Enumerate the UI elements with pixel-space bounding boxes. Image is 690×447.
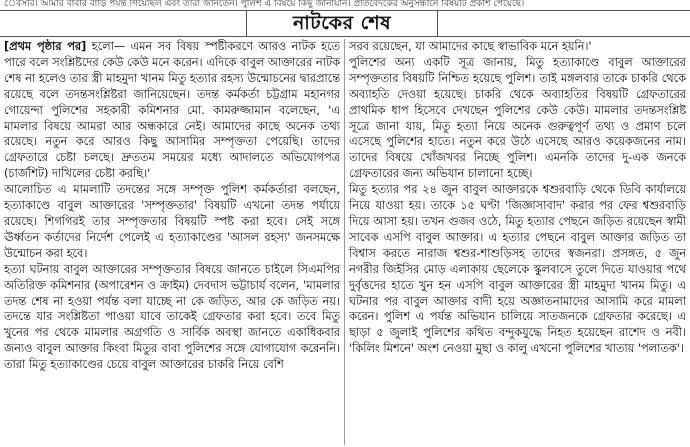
article-headline: নাটকের শেষ: [246, 11, 438, 36]
paragraph: সরব রয়েছেন, যা আমাদের কাছে স্বাভাবিক মনে হয়নি।': [349, 40, 592, 53]
previous-article-strip: ৈবসার। আমার বাবার বাড়ি পর্যন্ত গিয়েছিল এবং তারা জানতেন। পুলিশ এ বিষয়ে কিছু জানায়নি। প্রতিবেদকের অনুসন্ধানে বিষয়টি প্রকাশ পেয়েছে।: [4, 0, 525, 9]
paragraph: হত্যা ঘটনায় বাবুল আক্তারের সম্পৃক্ততার বিষয়ে জানতে চাইলে সিএমপির অতিরিক্ত কমিশনার (অপারেশন ও ক্রাইম) দেবদাস ভট্টাচার্য বলেন, 'মামলার তদন্ত শেষ না হওয়া পর্যন্ত বলা যাচ্ছে না কে জড়িত, আর কে জড়িত নয়। তদন্তে যার সংশ্লিষ্টতা পাওয়া যাবে তাকেই গ্রেফতার করা হবে। তবে মিতু খুনের পর থেকে মামলার অগ্রগতি ও সার্বিক অবস্থা জানতে একাধিকবার জন্যও বাবুল আক্তার কিংবা মিতুর বাবা পুলিশের সঙ্গে যোগাযোগ করেননি। তারা মিতু হত্যাকাণ্ডের চেয়ে বাবুল আক্তারের চাকরি নিয়ে বেশি: [4, 262, 340, 372]
continuation-tag: [প্রথম পৃষ্ঠার পর]: [4, 40, 87, 53]
right-column: [349, 39, 686, 445]
paragraph-text: হলো— এমন সব বিষয় স্পষ্টীকরণে আরও নাটক হতে পারে বলে সংশ্লিষ্টদের কেউ কেউ মনে করেন। এদিকে বাবুল আক্তারের নাটক শেষ না হলেও তার স্ত্রী মাহমুদা খানম মিতু হত্যার রহস্য উন্মোচনের দ্বারপ্রান্তে রয়েছে বলে তদন্তসংশ্লিষ্টরা জানিয়েছেন। তদন্ত কর্মকর্তা চট্টগ্রাম মহানগর গোয়েন্দা পুলিশের সহকারী কমিশনার মো. কামরুজ্জামান বলেছেন, 'এ মামলার বিষয়ে আমরা আর অন্ধকারে নেই। আমাদের কাছে অনেক তথ্য রয়েছে। নতুন করে আরও কিছু আসামির সম্পৃক্ততা পেয়েছি। তাদের গ্রেফতারে চেষ্টা চলছে। দ্রুততম সময়ের মধ্যে আদালতে অভিযোগপত্র (চার্জশিট) দাখিলের চেষ্টা করছি।': [4, 40, 340, 181]
paragraph: মিতু হত্যার পর ২৪ জুন বাবুল আক্তারকে শ্বশুরবাড়ি থেকে ডিবি কার্যালয়ে নিয়ে যাওয়া হয়। তাকে ১৫ ঘণ্টা 'জিজ্ঞাসাবাদ' করার পর ফের শ্বশুরবাড়ি দিয়ে আসা হয়। তখন গুজব ওঠে, মিতু হত্যার পেছনে জড়িত রয়েছেন স্বামী সাবেক এসপি বাবুল আক্তার। এ হত্যার পেছনে বাবুল আক্তার জড়িত তা বিশ্বাস করতে নারাজ শ্বশুর-শাশুড়িসহ তাদের স্বজনরা। প্রসঙ্গত, ৫ জুন নগরীর জিইসির মোড় এলাকায় ছেলেকে স্কুলবাসে তুলে দিতে যাওয়ার পথে দুর্বৃত্তদের হাতে খুন হন এসপি বাবুল আক্তারের স্ত্রী মাহমুদা খানম মিতু। এ ঘটনার পর বাবুল আক্তার বাদী হয়ে অজ্ঞাতনামাদের আসামি করে মামলা করেন। পুলিশ এ পর্যন্ত অভিযান চালিয়ে সাতজনকে গ্রেফতার করেছে। এ ছাড়া ৫ জুলাই পুলিশের কথিত বন্দুকযুদ্ধে নিহত হয়েছেন রাশেদ ও নবী। 'কিলিং মিশনে' অংশ নেওয়া মুছা ও কালু এখনো পুলিশের খাতায় 'পলাতক'।: [349, 183, 686, 356]
paragraph: আলোচিত এ মামলাটি তদন্তের সঙ্গে সম্পৃক্ত পুলিশ কর্মকর্তারা বলছেন, হত্যাকাণ্ডে বাবুল আক্তারের 'সম্পৃক্ততার' বিষয়টি এখনো তদন্ত পর্যায়ে রয়েছে। শিগগিরই তার সম্পৃক্ততার বিষয়টি স্পষ্ট করা হবে। সেই সঙ্গে ঊর্ধ্বতন কর্তাদের নির্দেশ পেলেই এ হত্যাকাণ্ডের 'আসল রহস্য' জনসমক্ষে উন্মোচন করা হবে।: [4, 183, 340, 260]
left-column: [4, 39, 340, 445]
column-divider: [344, 39, 345, 445]
headline-rule: [0, 36, 690, 37]
paragraph: [4, 39, 340, 182]
paragraph: পুলিশের অন্য একটি সূত্র জানায়, মিতু হত্যাকাণ্ডে বাবুল আক্তারের সম্পৃক্ততার বিষয়টি নিশ্চিত হয়েছে পুলিশ। তাই মঙ্গলবার তাকে চাকরি থেকে অব্যাহতি দেওয়া হয়েছে। চাকরি থেকে অব্যাহতির বিষয়টি গ্রেফতারের প্রাথমিক ধাপ হিসেবে দেখছেন পুলিশের কেউ কেউ। মামলার তদন্তসংশ্লিষ্ট সূত্রে জানা যায়, মিতু হত্যা নিয়ে অনেক গুরুত্বপূর্ণ তথ্য ও প্রমাণ চলে এসেছে পুলিশের হাতে। নতুন করে উঠে এসেছে আরও কয়েকজনের নাম। তাদের বিষয়ে খোঁজখবর নিচ্ছে পুলিশ। এমনকি তাদের দু-এক জনকে গ্রেফতারের জন্য অভিযান চালানো হচ্ছে।: [349, 55, 686, 181]
